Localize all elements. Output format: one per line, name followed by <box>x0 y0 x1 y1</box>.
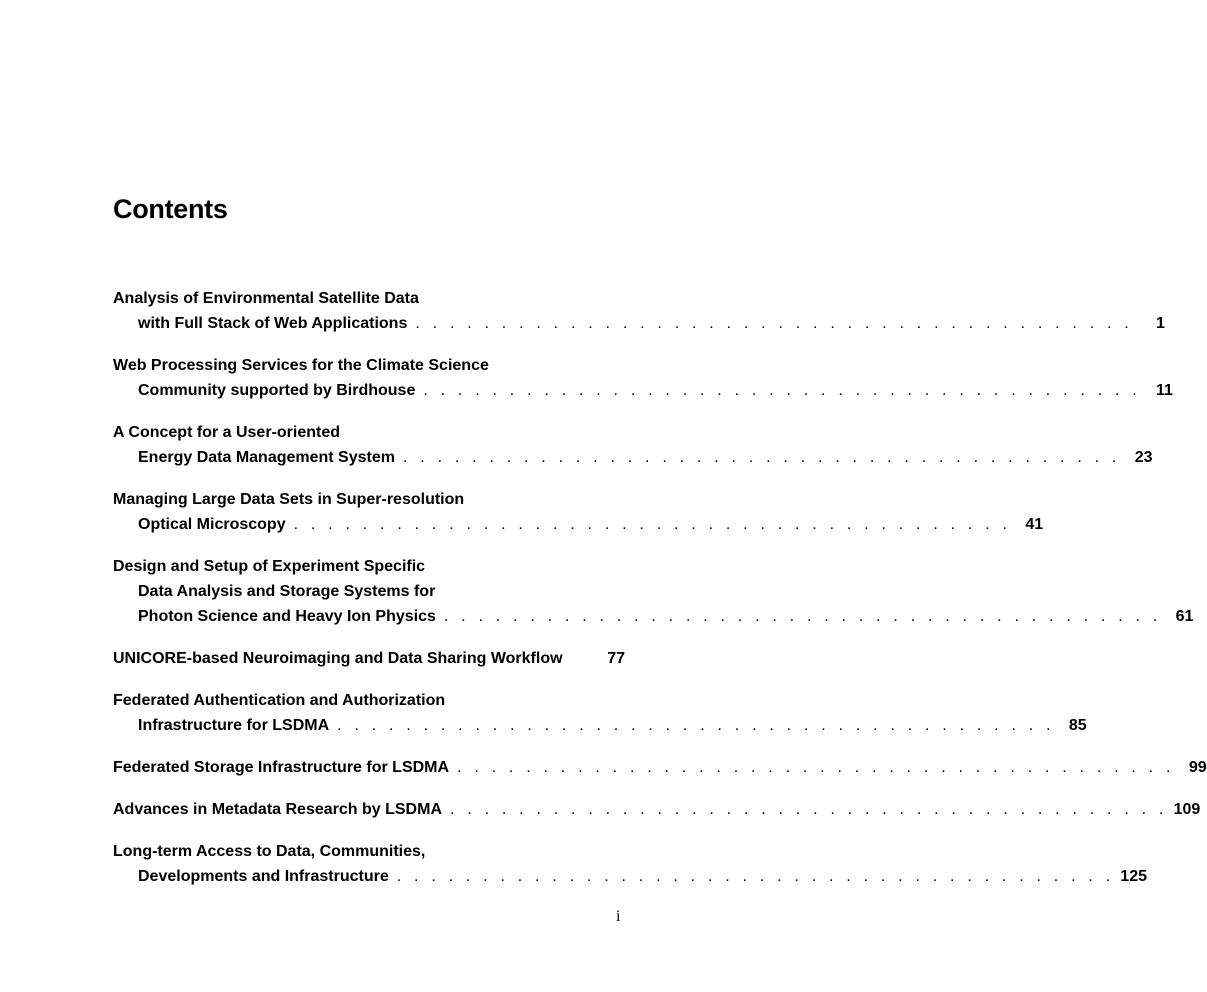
dot-leader: . . . . . . . . . . . . . . . . . . . . . . . . . . . . . . . . . . . . . . . . . . <box>450 801 1168 818</box>
toc-entry-title: with Full Stack of Web Applications <box>138 315 408 332</box>
toc-entry[interactable] <box>113 797 1201 822</box>
dot-leader: . . . . . . . . . . . . . . . . . . . . . . . . . . . . . . . . . . . . . . . . . . <box>443 608 1162 625</box>
toc-entry-title: Community supported by Birdhouse <box>138 382 416 399</box>
table-of-contents <box>113 286 1207 906</box>
page-title: Contents <box>113 194 228 224</box>
toc-entry-title: Advances in Metadata Research by LSDMA <box>113 801 442 818</box>
toc-entry[interactable] <box>113 839 1147 889</box>
toc-page-number: 1 <box>1156 315 1165 332</box>
dot-leader: . . . . . . . . . . . . . . . . . . . . . . . . . . . . . . . . . . . . . . . . . . <box>457 759 1175 776</box>
toc-page-number: 85 <box>1068 717 1087 734</box>
dot-leader: . . . . . . . . . . . . . . . . . . . . . . . . . . . . . . . . . . . . . . . . . . <box>293 516 1012 533</box>
toc-entry[interactable] <box>113 353 1173 403</box>
toc-entry-title: A Concept for a User-oriented <box>113 424 340 441</box>
toc-page-number: 61 <box>1175 608 1194 625</box>
dot-leader: . . . . . . . . . . . . . . . . . . . . . . . . . . . . . . . . . . . . . . . . . . <box>402 449 1121 466</box>
toc-entry-title: Analysis of Environmental Satellite Data <box>113 290 419 307</box>
toc-entry-title: Long-term Access to Data, Communities, <box>113 843 426 860</box>
toc-entry[interactable] <box>113 554 1194 629</box>
page-number: i <box>616 908 621 925</box>
toc-entry-title: Optical Microscopy <box>138 516 286 533</box>
toc-page-number: 41 <box>1025 516 1044 533</box>
dot-leader: . . . . . . . . . . . . . . . . . . . . . . . . . . . . . . . . . . . . . . . . . . <box>337 717 1055 734</box>
toc-entry-title: Federated Authentication and Authorization <box>113 692 446 709</box>
toc-entry-title: Infrastructure for LSDMA <box>138 717 330 734</box>
toc-entry-title: UNICORE-based Neuroimaging and Data Sharing Workflow <box>113 650 563 667</box>
toc-page-number: 125 <box>1120 868 1147 885</box>
toc-entry-title: Design and Setup of Experiment Specific <box>113 558 426 575</box>
dot-leader: . . . . . . . . . . . . . . . . . . . . . . . . . . . . . . . . . . . . . . . . . . <box>396 868 1115 885</box>
toc-entry[interactable] <box>113 755 1207 780</box>
toc-entry-title: Data Analysis and Storage Systems for <box>138 583 436 600</box>
toc-page-number: 11 <box>1155 382 1173 399</box>
toc-entry[interactable] <box>113 646 625 671</box>
toc-page-number: 99 <box>1188 759 1207 776</box>
toc-entry[interactable] <box>113 688 1087 738</box>
toc-page-number: 109 <box>1173 801 1201 818</box>
toc-entry-title: Photon Science and Heavy Ion Physics <box>138 608 436 625</box>
toc-entry[interactable] <box>113 487 1044 537</box>
toc-entry[interactable] <box>113 420 1153 470</box>
toc-entry-title: Web Processing Services for the Climate Science <box>113 357 489 374</box>
toc-entry-title: Developments and Infrastructure <box>138 868 389 885</box>
toc-entry-title: Energy Data Management System <box>138 449 395 466</box>
dot-leader: . . . . . . . . . . . . . . . . . . . . . . . . . . . . . . . . . . . . . . . . . . <box>415 315 1133 332</box>
toc-entry-title: Federated Storage Infrastructure for LSDMA <box>113 759 450 776</box>
toc-entry-title: Managing Large Data Sets in Super-resolution <box>113 491 465 508</box>
dot-leader: . . . . . . . . . . . . . . . . . . . . . . . . . . . . . . . . . . . . . . . . . . <box>423 382 1141 399</box>
toc-page-number: 77 <box>607 650 625 667</box>
toc-page-number: 23 <box>1134 449 1153 466</box>
toc-entry[interactable] <box>113 286 1165 336</box>
